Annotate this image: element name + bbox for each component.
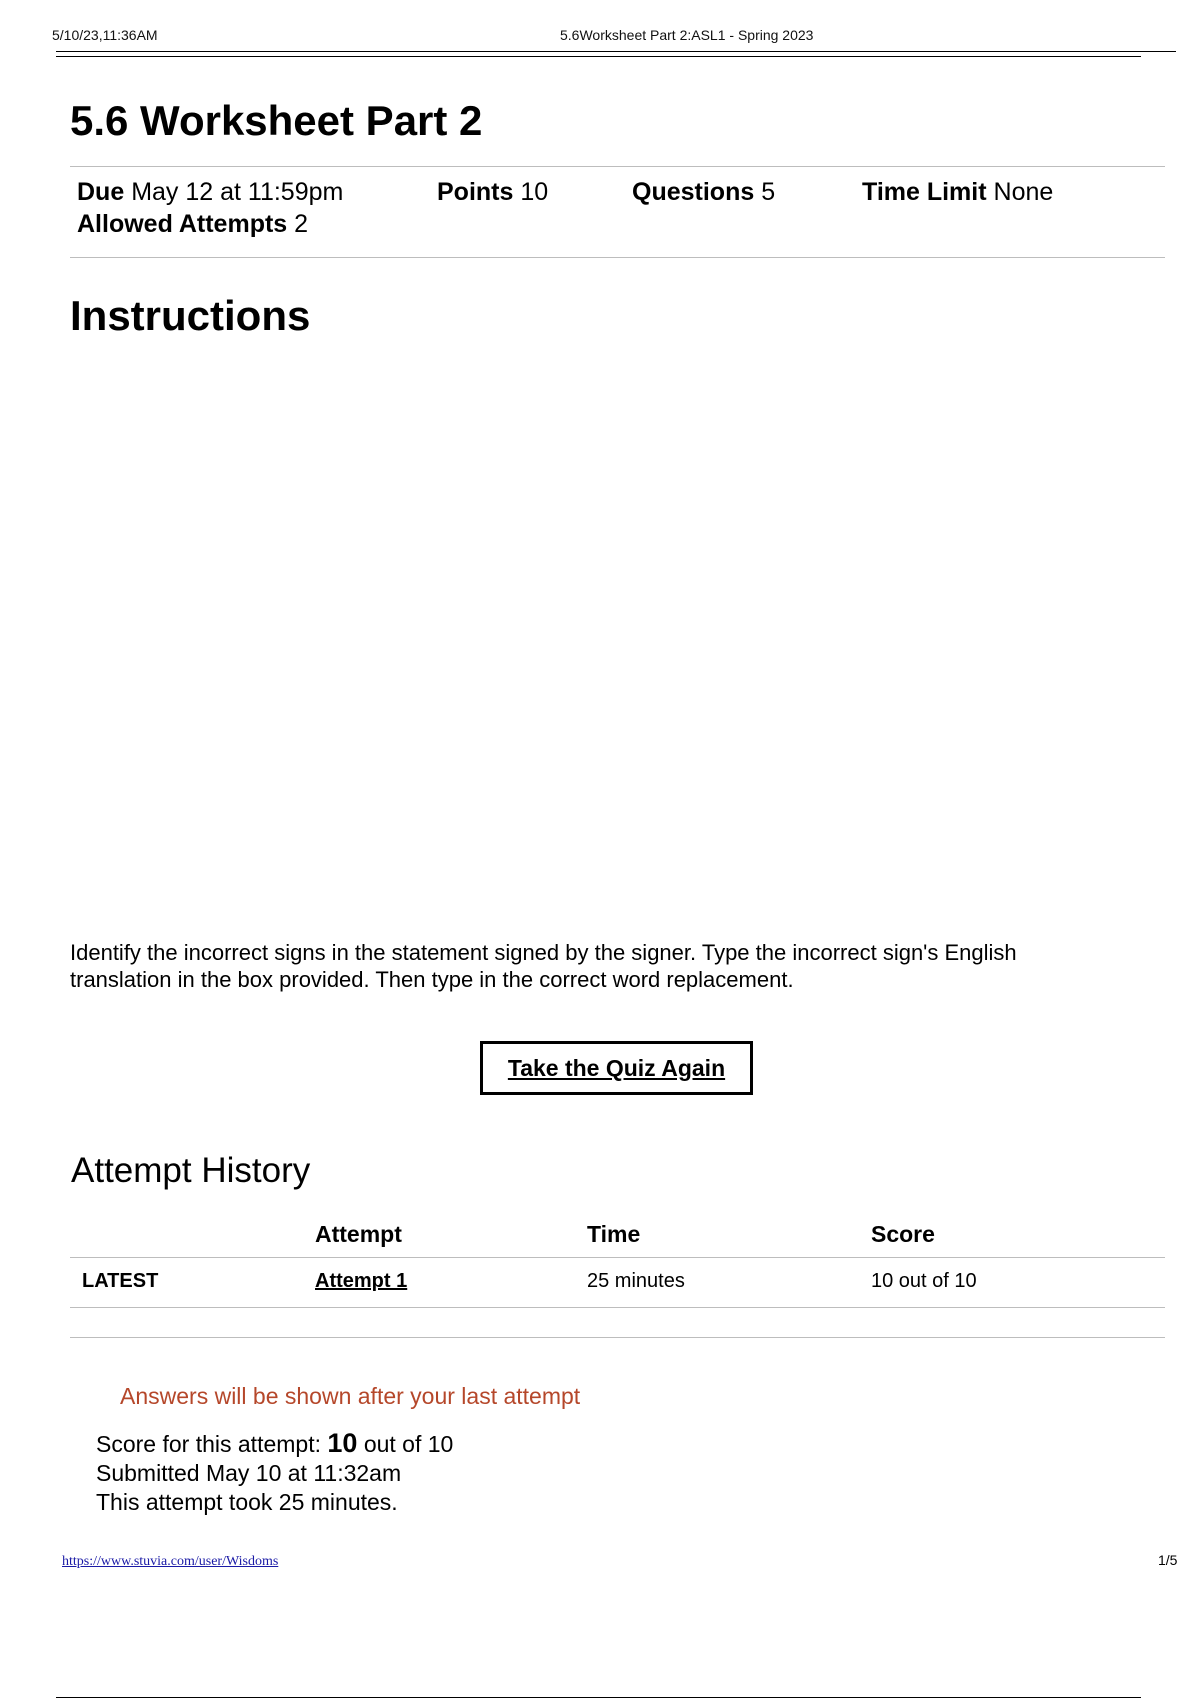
score-value: 10: [327, 1428, 358, 1458]
column-header-attempt: Attempt: [315, 1221, 402, 1247]
duration-line: This attempt took 25 minutes.: [96, 1489, 398, 1515]
due-info: [77, 178, 343, 207]
page-number: 1/5: [1158, 1552, 1178, 1568]
due-label: Due: [77, 178, 125, 206]
points-label: Points: [437, 178, 514, 206]
attempts-label: Allowed Attempts: [77, 210, 288, 238]
attempt-history-heading: Attempt History: [71, 1151, 311, 1190]
attempt-time: 25 minutes: [587, 1270, 685, 1292]
questions-value: 5: [761, 178, 776, 206]
footer-url-link[interactable]: https://www.stuvia.com/user/Wisdoms: [62, 1554, 279, 1569]
points-info: [437, 178, 548, 207]
instructions-heading: Instructions: [70, 292, 311, 339]
score-prefix: Score for this attempt:: [96, 1431, 321, 1457]
score-line: [96, 1429, 453, 1459]
score-suffix: out of 10: [363, 1431, 454, 1457]
instructions-line-2: translation in the box provided. Then type in the correct word replacement.: [70, 967, 794, 992]
instructions-text: [70, 939, 1150, 993]
column-header-score: Score: [871, 1221, 935, 1247]
column-header-time: Time: [587, 1221, 641, 1247]
time-limit-info: [862, 178, 1053, 207]
table-bottom-divider: [70, 1337, 1165, 1338]
submitted-line: Submitted May 10 at 11:32am: [96, 1460, 402, 1486]
time-limit-value: None: [993, 178, 1054, 206]
page-title: 5.6 Worksheet Part 2: [70, 97, 483, 144]
attempt-1-link[interactable]: Attempt 1: [315, 1270, 408, 1292]
instructions-line-1: Identify the incorrect signs in the statement signed by the signer. Type the incorrect sign's English: [70, 940, 1017, 965]
header-rule: [56, 51, 1176, 52]
print-datetime: 5/10/23,11:36AM: [52, 27, 158, 43]
header-rule-2: [56, 56, 1141, 57]
due-value: May 12 at 11:59pm: [131, 178, 344, 206]
attempt-summary: [96, 1429, 453, 1517]
questions-label: Questions: [632, 178, 755, 206]
time-limit-label: Time Limit: [862, 178, 987, 206]
table-header-divider: [70, 1257, 1165, 1258]
title-divider: [70, 166, 1165, 167]
bottom-rule: [56, 1697, 1141, 1698]
questions-info: [632, 178, 775, 207]
take-quiz-again-button[interactable]: Take the Quiz Again: [480, 1041, 753, 1095]
answers-notice: Answers will be shown after your last attempt: [120, 1383, 581, 1409]
allowed-attempts-info: [77, 210, 308, 239]
points-value: 10: [520, 178, 549, 206]
attempt-score: 10 out of 10: [871, 1270, 977, 1292]
table-row-divider: [70, 1307, 1165, 1308]
attempts-value: 2: [294, 210, 309, 238]
latest-tag: LATEST: [82, 1270, 159, 1292]
print-doc-title: 5.6Worksheet Part 2:ASL1 - Spring 2023: [560, 27, 814, 43]
meta-divider: [70, 257, 1165, 258]
